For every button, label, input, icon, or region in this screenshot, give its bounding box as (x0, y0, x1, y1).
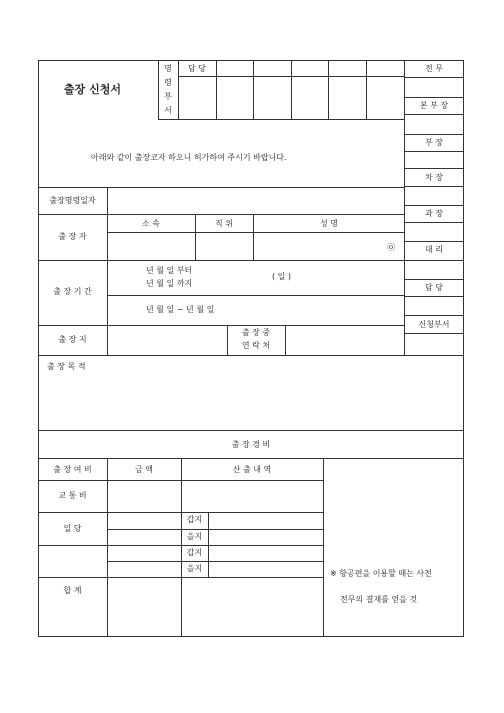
expense-row-transport: 교 통 비 (58, 491, 87, 500)
expense-row-total: 합 계 (63, 586, 82, 595)
label-order-date: 출장명령일자 (49, 196, 96, 205)
approval-header-first: 담 당 (188, 64, 206, 73)
label-purpose: 출 장 목 적 (47, 362, 86, 371)
request-text: 아래와 같이 출장코자 하오니 허가하여 주시기 바랍니다. (91, 153, 287, 162)
approval-side-label-2: 령 (164, 78, 172, 87)
right-col-section-head: 과 장 (425, 209, 443, 218)
seal-mark: ㉧ (387, 243, 395, 252)
page-title: 출장 신청서 (64, 83, 121, 96)
approval-side-label-1: 명 (164, 64, 172, 73)
period-to: 년 월 일 까지 (146, 279, 193, 288)
label-contact-1: 출 장 중 (241, 328, 271, 337)
expense-note-2: 전무의 결재를 얻을 것 (340, 595, 418, 604)
expense-row-travel: 출 장 여 비 (53, 465, 92, 474)
label-place: 출 장 지 (58, 335, 87, 344)
right-col-requesting-dept: 신청부서 (418, 320, 450, 329)
approval-side-label-3: 부 (164, 92, 172, 101)
right-col-executive: 전 무 (425, 64, 443, 73)
traveler-header-dept: 소 속 (142, 219, 160, 228)
expense-sub-gap-2: 갑지 (186, 548, 203, 557)
right-col-in-charge: 담 당 (425, 283, 443, 292)
period-range: 년 월 일 ~ 년 월 일 (146, 305, 215, 314)
label-period: 출 장 기 간 (53, 287, 92, 296)
traveler-header-name: 성 명 (320, 219, 338, 228)
expense-row-daily: 일 당 (63, 524, 82, 533)
right-col-dept-head: 부 장 (425, 138, 443, 147)
expense-sub-gap-1: 갑지 (186, 515, 203, 524)
label-traveler: 출 장 자 (58, 232, 87, 241)
expense-note-1: ※ 항공편을 이용할 때는 사전 (330, 569, 432, 578)
period-days: ( 일 ) (272, 272, 292, 281)
expense-title: 출 장 경 비 (231, 440, 271, 449)
expense-sub-eul-1: 을지 (186, 532, 203, 541)
right-col-assistant-mgr: 대 리 (425, 245, 443, 254)
period-from: 년 월 일 부터 (146, 266, 193, 275)
right-col-division-head: 본 부 장 (419, 101, 449, 110)
expense-sub-eul-2: 을지 (186, 564, 203, 573)
expense-col-detail: 산 출 내 역 (232, 465, 272, 474)
approval-side-label-4: 서 (164, 106, 172, 115)
label-contact-2: 연 락 처 (241, 341, 271, 350)
traveler-header-position: 직 위 (215, 219, 233, 228)
right-col-deputy-head: 차 장 (425, 173, 443, 182)
expense-col-amount: 금 액 (135, 465, 153, 474)
